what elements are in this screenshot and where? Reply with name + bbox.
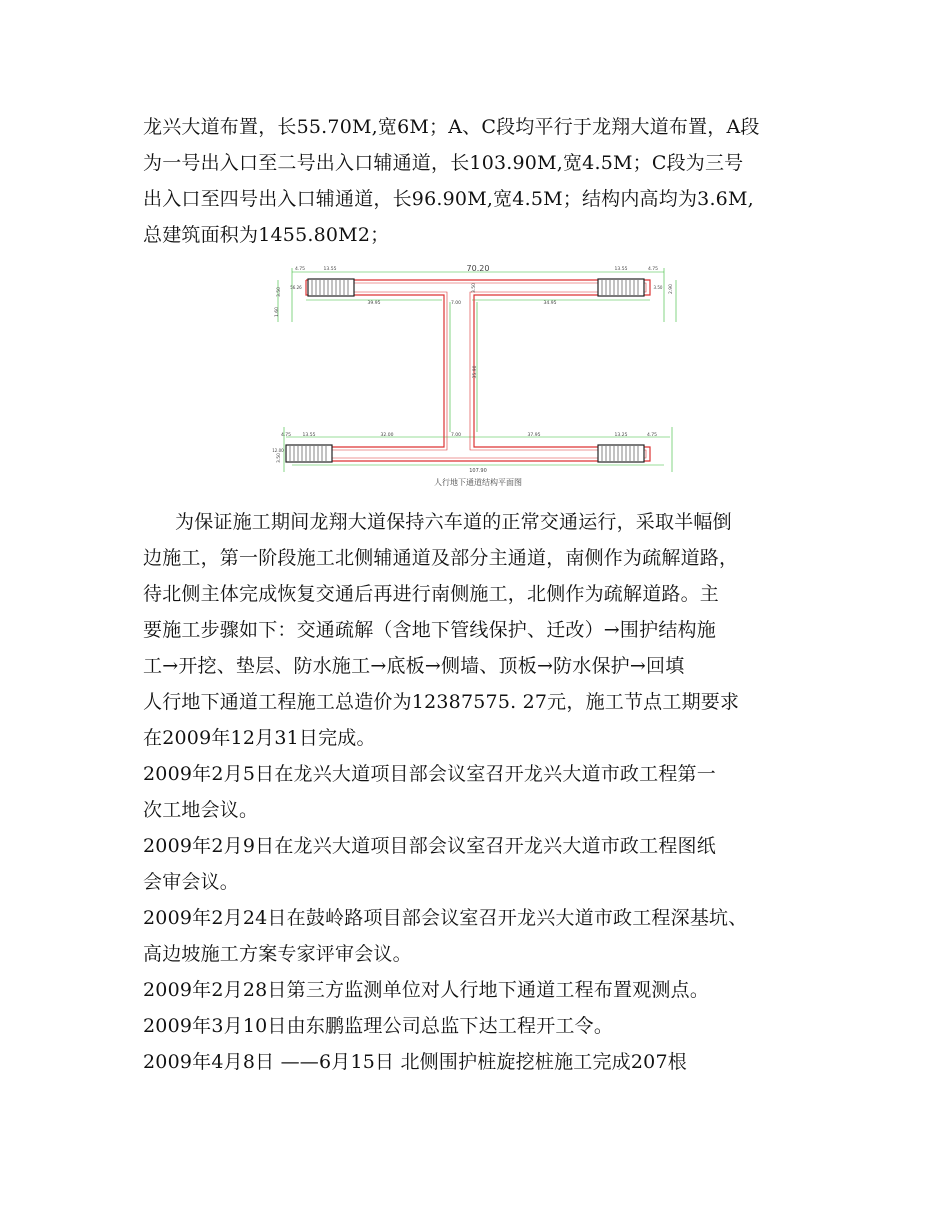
event-line: 2009年2月28日第三方监测单位对人行地下通道工程布置观测点。	[143, 979, 710, 1001]
text-line: 边施工，第一阶段施工北侧辅通道及部分主通道，南侧作为疏解道路，	[143, 547, 739, 569]
dim-top-total: 70.20	[466, 264, 490, 273]
dim-top-left-small: 4.75	[294, 267, 306, 272]
dim-top-mid: 7.00	[450, 301, 462, 306]
dim-top-side-mark: 56.26	[290, 285, 302, 290]
dim-right-stair-h: 2.90	[669, 283, 674, 295]
text-line: 出入口至四号出入口辅通道，长96.90M,宽4.5M；结构内高均为3.6M,	[143, 188, 754, 210]
dim-bot-total: 107.90	[469, 468, 487, 474]
dim-bot-left-small: 4.75	[280, 433, 292, 438]
figure-caption: 人行地下通道结构平面图	[434, 478, 522, 487]
text-line: 为保证施工期间龙翔大道保持六车道的正常交通运行，采取半幅倒	[175, 511, 732, 533]
text-line: 待北侧主体完成恢复交通后再进行南侧施工，北侧作为疏解道路。主	[143, 583, 720, 605]
stair-top-left	[308, 279, 354, 296]
dim-bot-side-mark: 12.00	[272, 448, 284, 453]
dim-bot-mid: 7.00	[450, 433, 462, 438]
text-line: 总建筑面积为1455.80M2；	[143, 224, 390, 246]
dim-bot-left-inner: 32.00	[380, 433, 394, 438]
dim-top-left-inner: 39.95	[367, 301, 381, 306]
event-line: 2009年2月24日在鼓岭路项目部会议室召开龙兴大道市政工程深基坑、	[143, 907, 748, 929]
dim-stair-w: 3.50	[653, 285, 663, 290]
dim-top-right-inner: 34.95	[543, 301, 557, 306]
plan-drawing-svg	[272, 262, 684, 492]
event-line: 2009年2月5日在龙兴大道项目部会议室召开龙兴大道市政工程第一	[143, 763, 716, 785]
dim-bot-right-small: 4.75	[646, 433, 658, 438]
dim-top-right-small: 4.75	[647, 267, 659, 272]
event-line: 2009年2月9日在龙兴大道项目部会议室召开龙兴大道市政工程图纸	[143, 835, 716, 857]
dim-vertical-stem: 35.90	[473, 365, 478, 379]
dim-left-height-a: 3.50	[277, 286, 282, 298]
text-line: 龙兴大道布置，长55.70M,宽6M；A、C段均平行于龙翔大道布置，A段	[143, 116, 760, 138]
text-line: 工→开挖、垫层、防水施工→底板→侧墙、顶板→防水保护→回填	[143, 655, 685, 677]
text-line: 为一号出入口至二号出入口辅通道，长103.90M,宽4.5M；C段为三号	[143, 152, 744, 174]
stair-top-right	[598, 279, 644, 296]
text-line: 在2009年12月31日完成。	[143, 727, 376, 749]
event-line: 2009年3月10日由东鹏监理公司总监下达工程开工令。	[143, 1015, 614, 1037]
dim-left-stair-h: 3.50	[277, 452, 282, 464]
dim-bot-right-stair: 13.25	[614, 433, 628, 438]
stair-bottom-right	[598, 445, 644, 462]
event-line: 2009年4月8日 ——6月15日 北侧围护桩旋挖桩施工完成207根	[143, 1051, 687, 1073]
stair-bottom-left	[286, 445, 332, 462]
dim-mid-h: 3.50	[472, 282, 477, 294]
dim-top-right-stair: 13.55	[614, 267, 628, 272]
dim-bot-left-stair: 13.55	[302, 433, 316, 438]
text-line: 人行地下通道工程施工总造价为12387575. 27元，施工节点工期要求	[143, 691, 740, 713]
text-line: 要施工步骤如下：交通疏解（含地下管线保护、迁改）→围护结构施	[143, 619, 716, 641]
dim-left-height-b: 1.60	[275, 306, 280, 318]
plan-drawing	[272, 262, 684, 492]
event-line: 次工地会议。	[143, 799, 259, 821]
event-line: 高边坡施工方案专家评审会议。	[143, 943, 412, 965]
dim-top-left-stair: 13.55	[323, 267, 337, 272]
dim-bot-right-inner: 37.95	[527, 433, 541, 438]
event-line: 会审会议。	[143, 871, 240, 893]
structure-outline	[306, 280, 650, 461]
